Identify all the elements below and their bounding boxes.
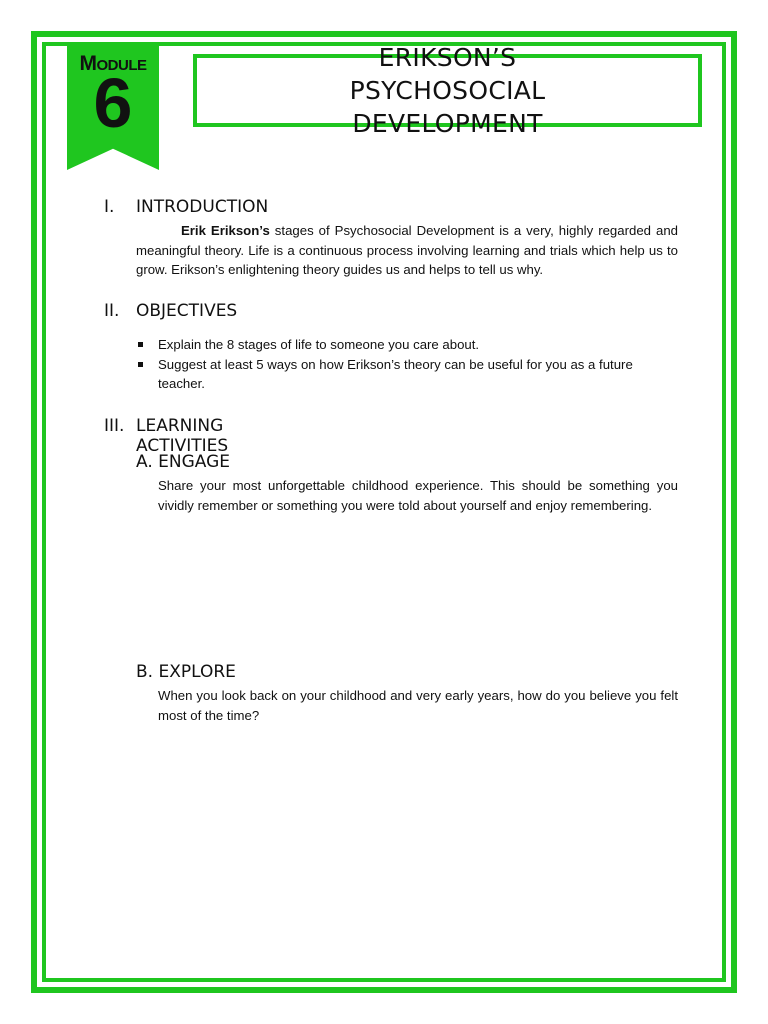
introduction-paragraph	[136, 221, 678, 280]
section-title: INTRODUCTION	[136, 197, 269, 217]
explore-heading: B. EXPLORE	[136, 662, 236, 682]
module-number: 6	[93, 64, 133, 142]
page-title: ERIKSON’S PSYCHOSOCIAL DEVELOPMENT	[349, 43, 546, 138]
section-title: LEARNING ACTIVITIES	[136, 416, 229, 456]
bullet-icon	[138, 342, 143, 347]
engage-paragraph: Share your most unforgettable childhood experience. This should be something you vividly remember or something you were told about yourself and enjoy remembering.	[158, 478, 678, 513]
explore-paragraph: When you look back on your childhood and very early years, how do you believe you felt most of the time?	[158, 688, 678, 723]
objective-text: Explain the 8 stages of life to someone you care about.	[158, 337, 480, 352]
introduction-text: stages of Psychosocial Development is a very, highly regarded and meaningful theory. Life is a continuous process involving learning and trials which help us to grow. Erikson’s enlightening theory guides us and helps to tell us why.	[136, 223, 678, 277]
title-box	[193, 43, 702, 138]
section-title: OBJECTIVES	[136, 301, 238, 321]
bullet-icon	[138, 362, 143, 367]
list-item	[136, 355, 676, 394]
engage-heading: A. ENGAGE	[136, 452, 231, 472]
section-numeral: I.	[104, 197, 115, 217]
section-numeral: III.	[104, 416, 125, 436]
objectives-list	[136, 335, 676, 394]
introduction-bold-lead: Erik Erikson’s	[181, 223, 270, 238]
objective-text: Suggest at least 5 ways on how Erikson’s theory can be useful for you as a future teacher.	[158, 356, 633, 391]
list-item	[136, 335, 676, 355]
module-label: Module	[79, 52, 147, 75]
section-numeral: II.	[104, 301, 120, 321]
